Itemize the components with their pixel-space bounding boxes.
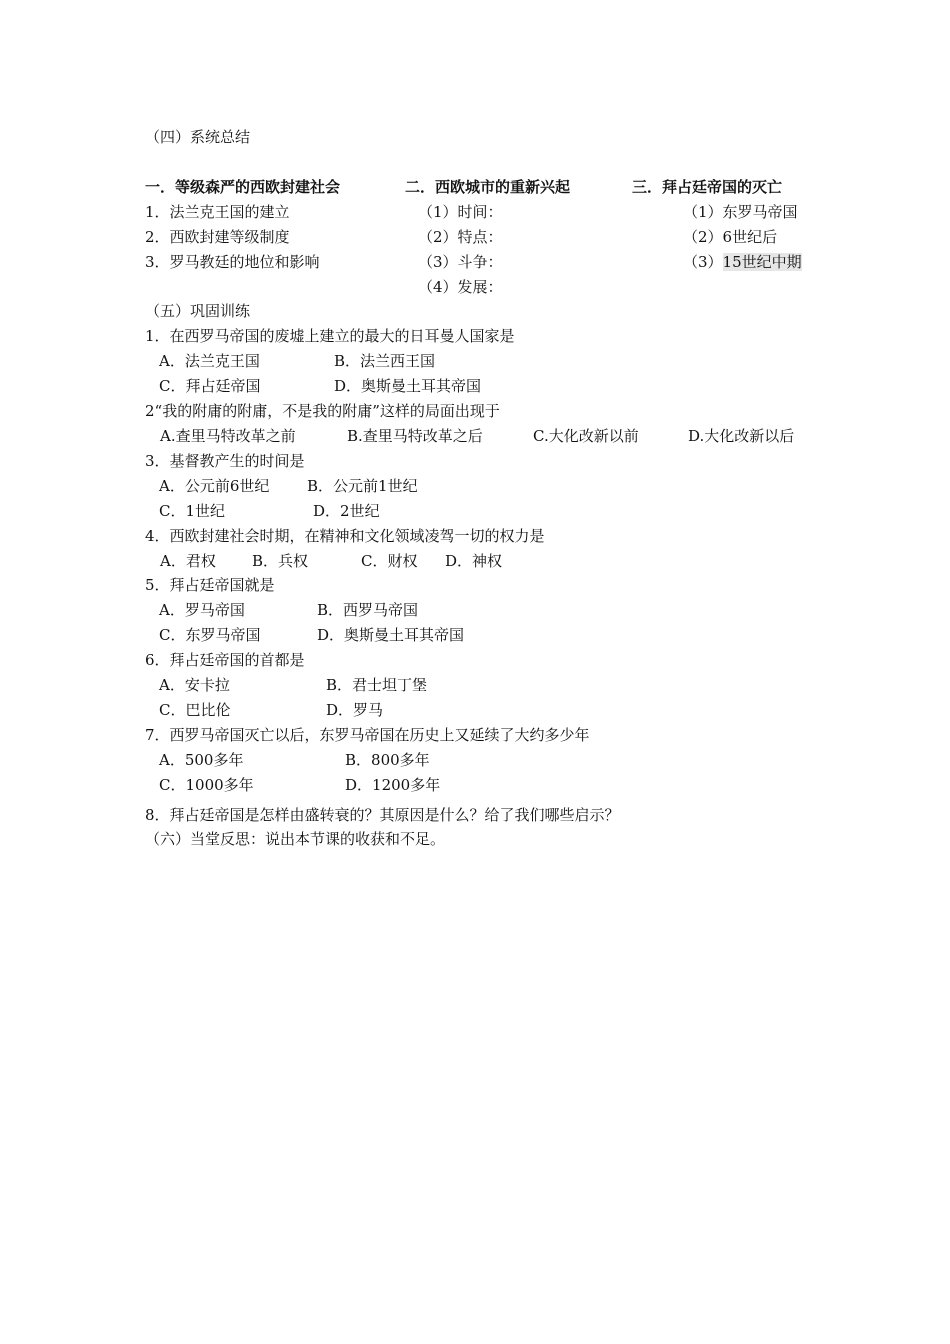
summary-col2-item: （4）发展：: [418, 278, 503, 296]
question-2-option-d: D.大化改新以后: [688, 427, 795, 445]
question-3-option-a: A．公元前6世纪: [159, 477, 270, 495]
summary-col2-heading: 二．西欧城市的重新兴起: [405, 178, 571, 196]
question-2-option-b: B.查里马特改革之后: [347, 427, 483, 445]
section-title-summary: （四）系统总结: [145, 128, 251, 146]
section-title-practice: （五）巩固训练: [145, 302, 251, 320]
question-1-stem: 1．在西罗马帝国的废墟上建立的最大的日耳曼人国家是: [145, 327, 515, 345]
summary-col3-item3-prefix: （3）: [683, 253, 723, 271]
summary-col2-item: （2）特点：: [418, 228, 503, 246]
question-1-option-a: A．法兰克王国: [159, 352, 260, 370]
question-4-stem: 4．西欧封建社会时期，在精神和文化领域凌驾一切的权力是: [145, 527, 545, 545]
question-7-option-b: B．800多年: [345, 751, 430, 769]
question-6-option-d: D．罗马: [326, 701, 384, 719]
question-2-option-a: A.查里马特改革之前: [160, 427, 296, 445]
summary-col1-item: 2．西欧封建等级制度: [145, 228, 290, 246]
highlighted-text: 15世纪中期: [722, 253, 802, 271]
question-3-stem: 3．基督教产生的时间是: [145, 452, 305, 470]
question-6-option-a: A．安卡拉: [159, 676, 230, 694]
question-2-option-c: C.大化改新以前: [533, 427, 639, 445]
question-2-stem: 2“我的附庸的附庸，不是我的附庸”这样的局面出现于: [145, 402, 500, 420]
summary-col3-item3: [683, 252, 802, 272]
question-5-option-b: B．西罗马帝国: [317, 601, 419, 619]
question-5-option-d: D．奥斯曼土耳其帝国: [317, 626, 465, 644]
question-5-option-c: C．东罗马帝国: [159, 626, 261, 644]
summary-col3-item: （1）东罗马帝国: [683, 203, 798, 221]
question-7-option-d: D．1200多年: [345, 776, 441, 794]
question-1-option-c: C．拜占廷帝国: [159, 377, 261, 395]
summary-col1-item: 3．罗马教廷的地位和影响: [145, 253, 320, 271]
question-7-stem: 7．西罗马帝国灭亡以后，东罗马帝国在历史上又延续了大约多少年: [145, 726, 590, 744]
question-3-option-d: D．2世纪: [313, 502, 380, 520]
question-5-option-a: A．罗马帝国: [159, 601, 245, 619]
question-5-stem: 5．拜占廷帝国就是: [145, 576, 275, 594]
question-4-option-c: C．财权: [361, 552, 418, 570]
summary-col2-item: （3）斗争：: [418, 253, 503, 271]
question-6-option-b: B．君士坦丁堡: [326, 676, 428, 694]
question-8-stem: 8．拜占廷帝国是怎样由盛转衰的？其原因是什么？给了我们哪些启示？: [145, 806, 620, 824]
question-3-option-c: C．1世纪: [159, 502, 226, 520]
question-3-option-b: B．公元前1世纪: [307, 477, 418, 495]
summary-col1-heading: 一．等级森严的西欧封建社会: [145, 178, 341, 196]
question-4-option-b: B．兵权: [252, 552, 309, 570]
summary-col2-item: （1）时间：: [418, 203, 503, 221]
question-1-option-d: D．奥斯曼土耳其帝国: [334, 377, 482, 395]
summary-col3-item: （2）6世纪后: [683, 228, 778, 246]
question-6-stem: 6．拜占廷帝国的首都是: [145, 651, 305, 669]
question-4-option-d: D．神权: [445, 552, 503, 570]
summary-col3-heading: 三．拜占廷帝国的灭亡: [632, 178, 783, 196]
question-1-option-b: B．法兰西王国: [334, 352, 436, 370]
section-title-reflection: （六）当堂反思：说出本节课的收获和不足。: [145, 830, 446, 848]
question-7-option-a: A．500多年: [159, 751, 244, 769]
summary-col1-item: 1．法兰克王国的建立: [145, 203, 290, 221]
question-7-option-c: C．1000多年: [159, 776, 254, 794]
question-6-option-c: C．巴比伦: [159, 701, 231, 719]
question-4-option-a: A．君权: [160, 552, 216, 570]
